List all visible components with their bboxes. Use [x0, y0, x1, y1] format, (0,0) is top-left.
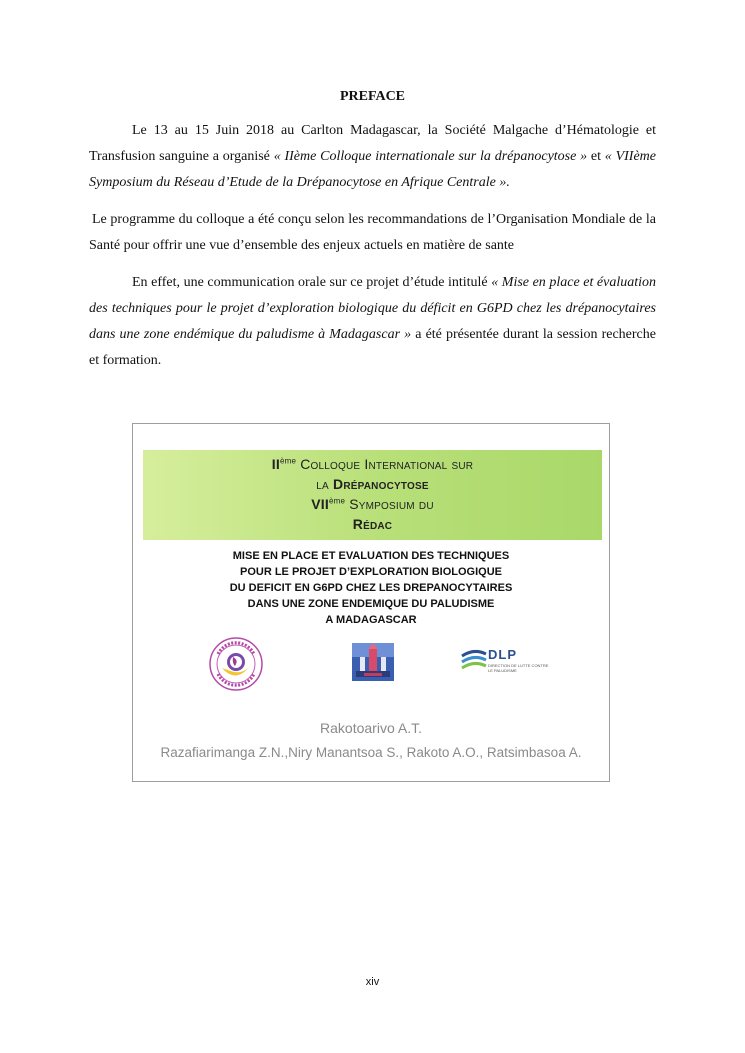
paragraph-text: En effet, une communication orale sur ce projet d’étude intitulé	[132, 275, 492, 290]
presentation-slide-figure	[132, 423, 610, 782]
institution-building-icon	[352, 643, 394, 681]
banner-line-drepanocytose: la Drépanocytose	[316, 476, 429, 492]
banner-line-colloque: IIème Colloque International sur	[271, 456, 474, 472]
slide-subject	[133, 548, 609, 628]
paragraph-italic-title: « IIème Colloque internationale sur la drépanocytose »	[273, 149, 588, 164]
slide-banner	[143, 450, 602, 540]
subject-line: A MADAGASCAR	[325, 614, 417, 626]
society-seal-icon	[208, 636, 264, 692]
subject-line: DU DEFICIT EN G6PD CHEZ LES DREPANOCYTAIRES	[229, 582, 513, 594]
dlp-logo-subtext: DIRECTION DE LUTTE CONTRE LE PALUDISME	[488, 663, 549, 673]
page-number: xiv	[365, 976, 380, 988]
paragraph-text: a été présentée durant la session recherche et formation.	[89, 327, 656, 368]
paragraph-text: Le 13 au 15 Juin 2018 au Carlton Madagascar, la Société Malgache d’Hématologie et Transfusion sanguine a organisé	[89, 123, 656, 164]
paragraph-italic-title: « VIIème Symposium du Réseau d’Etude de la Drépanocytose en Afrique Centrale ».	[89, 149, 656, 190]
banner-line-symposium: VIIème Symposium du	[311, 496, 434, 512]
subject-line: POUR LE PROJET D’EXPLORATION BIOLOGIQUE	[240, 566, 502, 578]
paragraph-communication	[89, 270, 656, 374]
subject-line: MISE EN PLACE ET EVALUATION DES TECHNIQUES	[232, 550, 510, 562]
page-title: PREFACE	[339, 89, 406, 104]
dlp-logo-icon	[460, 646, 550, 676]
coauthor-names: Razafiarimanga Z.N.,Niry Manantsoa S., Rakoto A.O., Ratsimbasoa A.	[160, 745, 582, 760]
subject-line: DANS UNE ZONE ENDEMIQUE DU PALUDISME	[247, 598, 495, 610]
paragraph-italic-title: « Mise en place et évaluation des techniques pour le projet d’exploration biologique du déficit en G6PD chez les drépanocytaires dans une zone endémique du paludisme à Madagascar »	[89, 275, 656, 342]
dlp-logo-text: DLP	[488, 647, 517, 662]
paragraph-text: et	[587, 149, 605, 164]
presenter-name: Rakotoarivo A.T.	[320, 720, 422, 736]
paragraph-colloquium	[89, 118, 656, 196]
banner-line-redac: Rédac	[352, 516, 393, 532]
paragraph-programme: Le programme du colloque a été conçu selon les recommandations de l’Organisation Mondiale de la Santé pour offrir une vue d’ensemble des enjeux actuels en matière de sante	[89, 212, 656, 253]
